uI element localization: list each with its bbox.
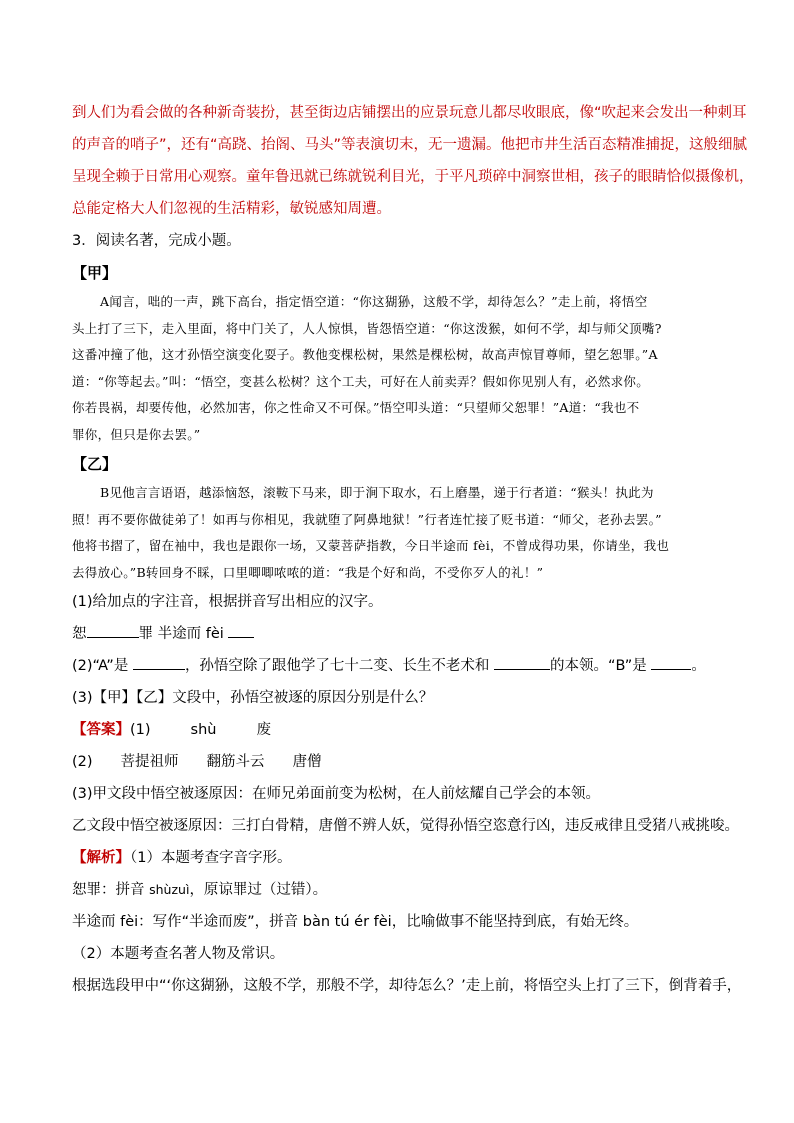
- passage-jia-line-4: 道：“你等起去。”叫：“悟空，变甚么松树？这个工夫，可好在人前卖弄？假如你见别人有，必然求你。: [72, 373, 650, 389]
- sub-question-2: [72, 650, 722, 682]
- intro-line-4: 总能定格大人们忽视的生活精彩，敏锐感知周遭。: [72, 201, 391, 217]
- passage-jia-line-1: A闻言，咄的一声，跳下高台，指定悟空道：“你这猢狲，这般不学，却待怎么？”走上前，将悟空: [100, 294, 648, 309]
- intro-line-2: 的声音的哨子”，还有“高跷、抬阁、马头”等表演切末，无一遗漏。他把市井生活百态精准捕捉，这般细腻: [72, 137, 748, 153]
- analysis-2-c: ，原谅罪过（过错）。: [189, 882, 328, 898]
- sub-question-1-blanks: [72, 618, 722, 650]
- answer-2-c: 唐僧: [292, 754, 322, 770]
- intro-line-1: 到人们为看会做的各种新奇装扮，甚至街边店铺摆出的应景玩意儿都尽收眼底，像“吹起来会发出一种刺耳: [72, 105, 747, 121]
- document-content: [72, 97, 754, 1002]
- passage-yi-line-2: 照！再不要你做徒弟了！如再与你相见，我就堕了阿鼻地狱！”行者连忙接了贬书道：“师父，老孙去罢。”: [72, 511, 662, 527]
- sub2-part-d: 。: [691, 658, 706, 674]
- answer-1-num: (1): [130, 722, 151, 738]
- answer-1-b: 废: [256, 722, 271, 738]
- answer-blank-2[interactable]: [228, 623, 254, 638]
- analysis-line-2: [72, 874, 722, 906]
- answer-line-2: [72, 746, 722, 778]
- answer-2-num: (2): [72, 754, 93, 770]
- passage-yi-line-3: 他将书摺了，留在袖中，我也是跟你一场，又蒙菩萨指教，今日半途而 fèi，不曾成得功果，你请坐，我也: [72, 538, 670, 553]
- question-heading: 3．阅读名著，完成小题。: [72, 233, 241, 249]
- answer-blank-5[interactable]: [651, 655, 691, 670]
- sub-question-1: (1)给加点的字注音，根据拼音写出相应的汉字。: [72, 594, 383, 610]
- analysis-line-5: 根据选段甲中“‘你这猢狲，这般不学，那般不学，却待怎么？’走上前，将悟空头上打了三下，倒背着手，: [72, 978, 742, 994]
- passage-yi-line-1: B见他言言语语，越添恼怒，滚鞍下马来，即于涧下取水，石上磨墨，递于行者道：“猴头！执此为: [100, 485, 654, 500]
- sub1-char: 恕: [72, 626, 87, 642]
- passage-yi-label: 【乙】: [72, 455, 118, 473]
- passage-jia-line-6: 罪你，但只是你去罢。”: [72, 426, 201, 442]
- analysis-label: 【解析】: [72, 850, 130, 866]
- answer-2-b: 翻筋斗云: [206, 754, 265, 770]
- sub2-part-a: (2)“A”是: [72, 658, 129, 674]
- answer-blank-1[interactable]: [87, 623, 139, 638]
- answer-label: 【答案】: [72, 722, 130, 738]
- answer-blank-4[interactable]: [494, 655, 550, 670]
- answer-1-a: shù: [190, 722, 217, 738]
- answer-line-1: [72, 714, 722, 746]
- passage-yi-line-4: 去得放心。”B转回身不睬，口里唧唧哝哝的道：“我是个好和尚，不受你歹人的礼！”: [72, 564, 544, 580]
- answer-line-3: (3)甲文段中悟空被逐原因：在师兄弟面前变为松树，在人前炫耀自己学会的本领。: [72, 786, 601, 802]
- sub2-part-c: 的本领。“B”是: [550, 658, 647, 674]
- passage-jia-line-3: 这番冲撞了他，这才孙悟空演变化耍子。教他变棵松树，果然是棵松树，故高声惊冒尊师，望乞恕罪。”A: [72, 347, 658, 362]
- answer-blank-3[interactable]: [133, 655, 185, 670]
- intro-line-3: 呈现全赖于日常用心观察。童年鲁迅就已练就锐利目光，于平凡琐碎中洞察世相，孩子的眼睛恰似摄像机，: [72, 169, 754, 185]
- analysis-line-3: 半途而 fèi：写作“半途而废”，拼音 bàn tú ér fèi，比喻做事不能坚持到底，有始无终。: [72, 914, 639, 930]
- analysis-line-1: [72, 842, 722, 874]
- analysis-1-text: （1）本题考查字音字形。: [130, 850, 292, 866]
- answer-line-4: 乙文段中悟空被逐原因：三打白骨精，唐僧不辨人妖，觉得孙悟空恣意行凶，违反戒律且受猪八戒挑唆。: [72, 818, 739, 834]
- sub2-part-b: ，孙悟空除了跟他学了七十二变、长生不老术和: [184, 658, 490, 674]
- analysis-line-4: （2）本题考查名著人物及常识。: [72, 946, 285, 962]
- sub-question-3: (3)【甲】【乙】文段中，孙悟空被逐的原因分别是什么？: [72, 690, 434, 706]
- passage-jia-line-2: 头上打了三下，走入里面，将中门关了，人人惊惧，皆怨悟空道：“你这泼猴，如何不学，却与师父顶嘴?: [72, 320, 662, 336]
- passage-jia-label: 【甲】: [72, 264, 118, 282]
- analysis-2-b: shùzuì: [149, 882, 190, 897]
- analysis-2-a: 恕罪：拼音: [72, 882, 145, 898]
- passage-jia-line-5: 你若畏祸，却要传他，必然加害，你之性命又不可保。”悟空叩头道：“只望师父恕罪！”A道：“我也不: [72, 400, 640, 415]
- answer-2-a: 菩提祖师: [120, 754, 179, 770]
- sub1-rest: 罪 半途而 fèi: [138, 626, 224, 642]
